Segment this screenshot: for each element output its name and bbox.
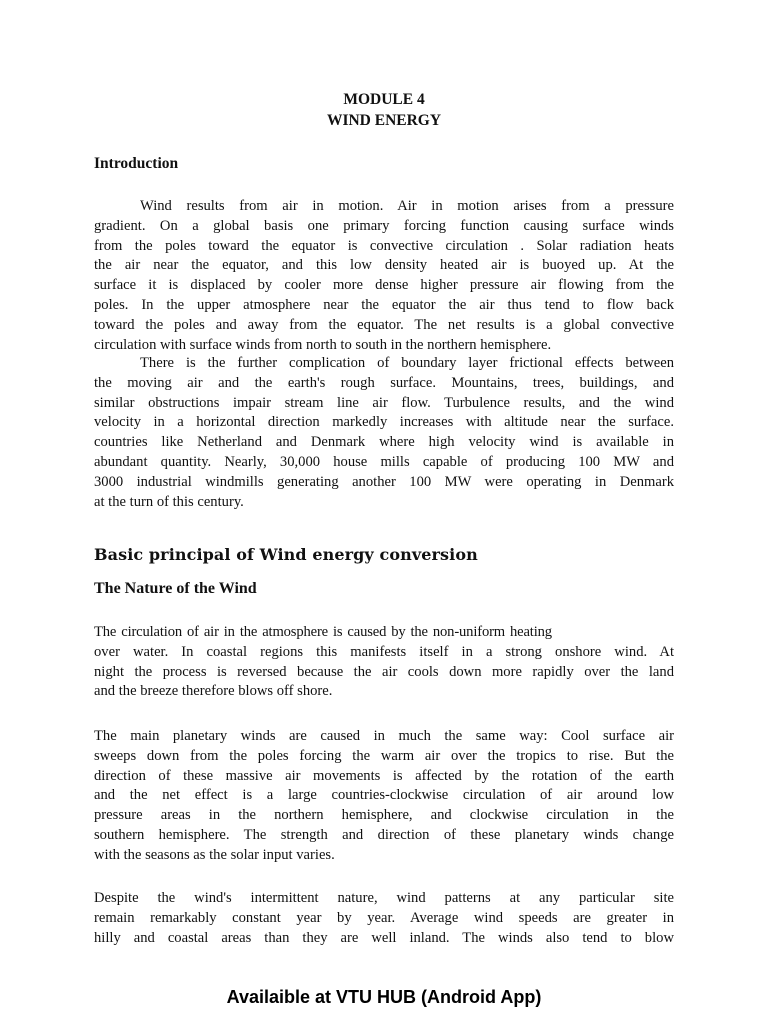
text-line: the moving air and the earth's rough surface. Mountains, trees, buildings, and [94, 374, 674, 391]
text-line: remain remarkably constant year by year. Average wind speeds are greater in [94, 909, 674, 926]
text-line: velocity in a horizontal direction markedly increases with altitude near the surface. [94, 414, 674, 431]
introduction-heading: Introduction [94, 155, 179, 172]
text-line: poles. In the upper atmosphere near the equator the air thus tend to flow back [94, 296, 674, 313]
text-line: circulation with surface winds from north to south in the northern hemisphere. [94, 336, 552, 353]
basic-principle-heading: Basic principal of Wind energy conversion [94, 545, 478, 564]
text-line: southern hemisphere. The strength and direction of these planetary winds change [94, 826, 674, 843]
footer-banner: Availaible at VTU HUB (Android App) [226, 987, 542, 1007]
text-line: The circulation of air in the atmosphere is caused by the non-uniform heating [94, 624, 552, 640]
text-line: with the seasons as the solar input varies. [94, 846, 335, 863]
text-line: similar obstructions impair stream line air flow. Turbulence results, and the wind [94, 394, 674, 411]
text-line: Wind results from air in motion. Air in motion arises from a pressure [140, 198, 674, 214]
text-line: hilly and coastal areas than they are well inland. The winds also tend to blow [94, 929, 674, 946]
text-line: at the turn of this century. [94, 493, 244, 510]
text-line: The main planetary winds are caused in much the same way: Cool surface air [94, 728, 674, 744]
text-line: There is the further complication of boundary layer frictional effects between [140, 355, 674, 371]
module-number: MODULE 4 [343, 91, 425, 108]
text-line: sweeps down from the poles forcing the warm air over the tropics to rise. But the [94, 747, 674, 764]
text-line: pressure areas in the northern hemisphere, and clockwise circulation in the [94, 807, 674, 824]
text-line: from the poles toward the equator is convective circulation . Solar radiation heats [94, 237, 674, 254]
text-line: night the process is reversed because the air cools down more rapidly over the land [94, 663, 674, 680]
text-line: direction of these massive air movements is affected by the rotation of the earth [94, 767, 674, 784]
text-line: surface it is displaced by cooler more dense higher pressure air flowing from the [94, 277, 674, 294]
text-line: toward the poles and away from the equator. The net results is a global convective [94, 316, 674, 333]
text-line: 3000 industrial windmills generating another 100 MW were operating in Denmark [94, 473, 674, 490]
text-line: abundant quantity. Nearly, 30,000 house mills capable of producing 100 MW and [94, 453, 674, 470]
nature-paragraph-3 [94, 889, 674, 948]
text-line: countries like Netherland and Denmark where high velocity wind is available in [94, 434, 674, 451]
nature-paragraph-1 [94, 623, 674, 702]
nature-of-wind-heading: The Nature of the Wind [94, 580, 257, 597]
text-line: gradient. On a global basis one primary forcing function causing surface winds [94, 217, 674, 234]
text-line: the air near the equator, and this low density heated air is buoyed up. At the [94, 257, 674, 274]
intro-paragraph-1 [94, 197, 674, 355]
nature-paragraph-2 [94, 727, 674, 866]
text-line: and the breeze therefore blows off shore. [94, 683, 333, 700]
text-line: over water. In coastal regions this manifests itself in a strong onshore wind. At [94, 643, 674, 660]
document-title: WIND ENERGY [326, 112, 442, 129]
text-line: and the net effect is a large countries-clockwise circulation of air around low [94, 787, 674, 804]
intro-paragraph-2 [94, 354, 674, 512]
text-line: Despite the wind's intermittent nature, wind patterns at any particular site [94, 890, 674, 906]
